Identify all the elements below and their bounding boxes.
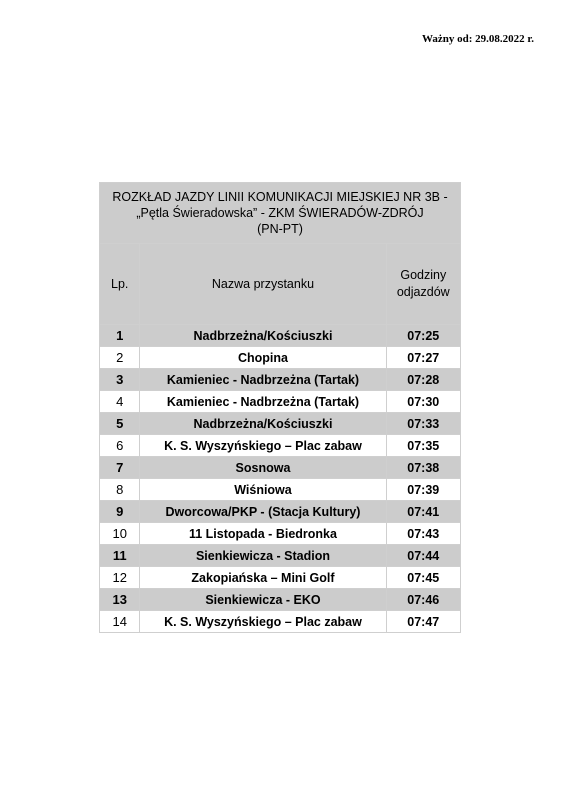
row-stop-name: Sienkiewicza - Stadion: [140, 545, 386, 567]
header-departure-times: [386, 244, 460, 325]
row-lp: 1: [100, 325, 140, 347]
row-departure-time: 07:33: [386, 413, 460, 435]
table-row: [100, 589, 461, 611]
row-departure-time: 07:35: [386, 435, 460, 457]
row-stop-name: Kamieniec - Nadbrzeżna (Tartak): [140, 369, 386, 391]
title-line-2: „Pętla Świeradowska” - ZKM ŚWIERADÓW-ZDRÓJ: [136, 206, 424, 220]
row-departure-time: 07:45: [386, 567, 460, 589]
table-row: [100, 611, 461, 633]
table-row: [100, 545, 461, 567]
row-stop-name: Chopina: [140, 347, 386, 369]
table-row: [100, 567, 461, 589]
row-stop-name: 11 Listopada - Biedronka: [140, 523, 386, 545]
row-stop-name: Nadbrzeżna/Kościuszki: [140, 413, 386, 435]
header-lp: Lp.: [100, 244, 140, 325]
table-row: [100, 435, 461, 457]
table-row: [100, 523, 461, 545]
row-lp: 4: [100, 391, 140, 413]
timetable: [99, 182, 461, 633]
row-lp: 13: [100, 589, 140, 611]
row-stop-name: Nadbrzeżna/Kościuszki: [140, 325, 386, 347]
row-stop-name: Sienkiewicza - EKO: [140, 589, 386, 611]
header-times-line-1: Godziny: [400, 268, 447, 282]
timetable-title: [100, 183, 461, 244]
row-stop-name: Wiśniowa: [140, 479, 386, 501]
row-departure-time: 07:30: [386, 391, 460, 413]
row-departure-time: 07:25: [386, 325, 460, 347]
row-stop-name: Zakopiańska – Mini Golf: [140, 567, 386, 589]
row-departure-time: 07:27: [386, 347, 460, 369]
row-stop-name: Dworcowa/PKP - (Stacja Kultury): [140, 501, 386, 523]
header-times-line-2: odjazdów: [396, 285, 450, 299]
row-lp: 8: [100, 479, 140, 501]
header-stop-name: Nazwa przystanku: [140, 244, 386, 325]
row-departure-time: 07:47: [386, 611, 460, 633]
row-departure-time: 07:43: [386, 523, 460, 545]
row-lp: 5: [100, 413, 140, 435]
row-departure-time: 07:41: [386, 501, 460, 523]
row-lp: 3: [100, 369, 140, 391]
row-stop-name: K. S. Wyszyńskiego – Plac zabaw: [140, 611, 386, 633]
table-row: [100, 391, 461, 413]
row-lp: 9: [100, 501, 140, 523]
row-lp: 2: [100, 347, 140, 369]
table-row: [100, 501, 461, 523]
table-row: [100, 369, 461, 391]
row-lp: 6: [100, 435, 140, 457]
row-stop-name: Sosnowa: [140, 457, 386, 479]
table-row: [100, 479, 461, 501]
row-departure-time: 07:39: [386, 479, 460, 501]
row-stop-name: K. S. Wyszyńskiego – Plac zabaw: [140, 435, 386, 457]
table-row: [100, 413, 461, 435]
table-row: [100, 457, 461, 479]
table-row: [100, 325, 461, 347]
valid-from-date: Ważny od: 29.08.2022 r.: [421, 33, 534, 45]
title-line-1: ROZKŁAD JAZDY LINII KOMUNIKACJI MIEJSKIEJ NR 3B -: [112, 190, 448, 204]
row-departure-time: 07:38: [386, 457, 460, 479]
row-departure-time: 07:46: [386, 589, 460, 611]
row-departure-time: 07:44: [386, 545, 460, 567]
title-line-3: (PN-PT): [257, 222, 303, 236]
row-departure-time: 07:28: [386, 369, 460, 391]
row-stop-name: Kamieniec - Nadbrzeżna (Tartak): [140, 391, 386, 413]
row-lp: 7: [100, 457, 140, 479]
timetable-body: [100, 325, 461, 633]
row-lp: 10: [100, 523, 140, 545]
row-lp: 12: [100, 567, 140, 589]
row-lp: 14: [100, 611, 140, 633]
row-lp: 11: [100, 545, 140, 567]
table-row: [100, 347, 461, 369]
